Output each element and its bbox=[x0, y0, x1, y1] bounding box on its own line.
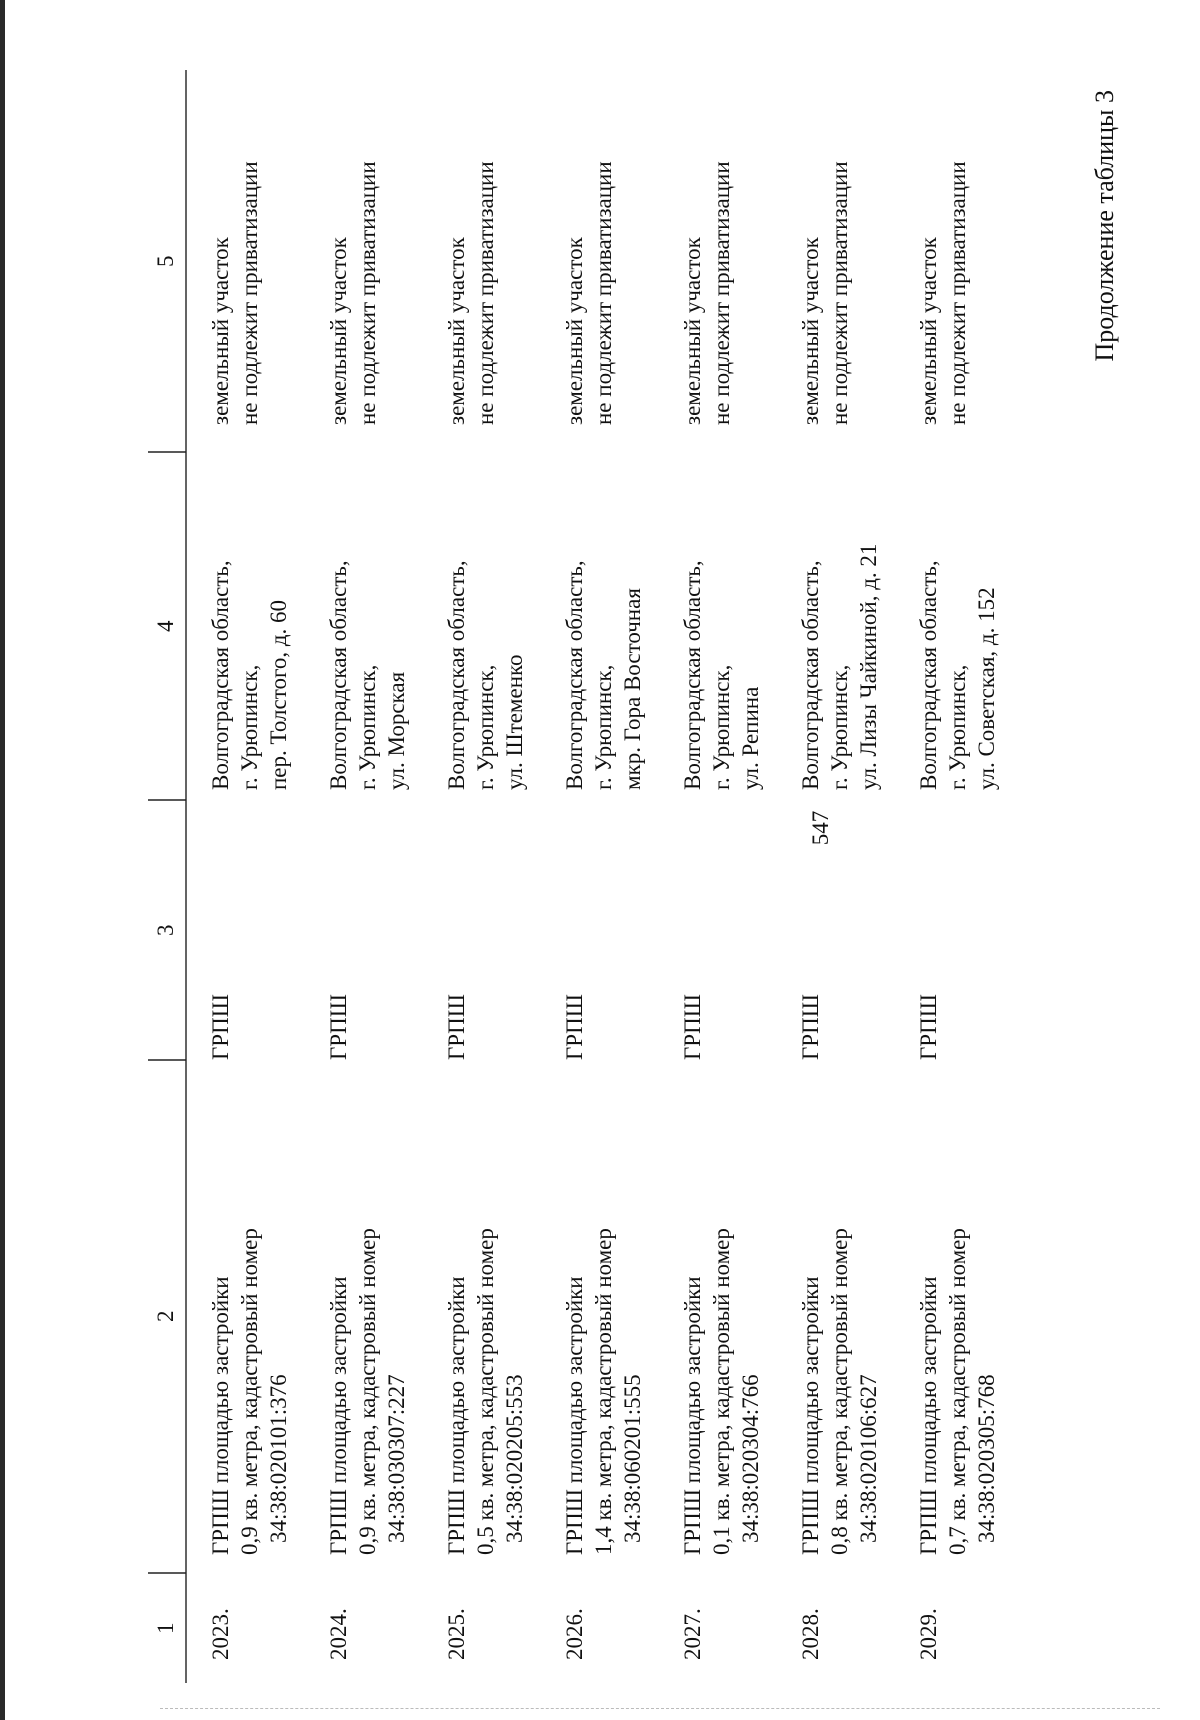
row-description: ГРПШ площадью застройки bbox=[680, 1276, 705, 1555]
row-number: 2025. bbox=[444, 1608, 469, 1660]
row-address: г. Урюпинск, bbox=[709, 664, 734, 790]
row-address: Волгоградская область, bbox=[798, 560, 823, 790]
row-type: ГРПШ bbox=[916, 994, 941, 1060]
row-description: 34:38:020101:376 bbox=[266, 1374, 291, 1543]
row-note: земельный участок bbox=[326, 237, 351, 425]
row-address: г. Урюпинск, bbox=[945, 664, 970, 790]
row-note: не подлежит приватизации bbox=[827, 161, 852, 425]
row-address: пер. Толстого, д. 60 bbox=[266, 599, 291, 790]
row-address: г. Урюпинск, bbox=[473, 664, 498, 790]
row-description: ГРПШ площадью застройки bbox=[326, 1276, 351, 1555]
row-description: 34:38:060201:555 bbox=[620, 1374, 645, 1543]
row-type: ГРПШ bbox=[444, 994, 469, 1060]
header-cell-4: 4 bbox=[153, 620, 178, 632]
header-cell-5: 5 bbox=[153, 255, 178, 267]
row-address: ул. Советская, д. 152 bbox=[974, 587, 999, 790]
row-description: 0,5 кв. метра, кадастровый номер bbox=[473, 1228, 498, 1555]
row-description: 1,4 кв. метра, кадастровый номер bbox=[591, 1228, 616, 1555]
row-description: ГРПШ площадью застройки bbox=[208, 1276, 233, 1555]
row-description: 0,9 кв. метра, кадастровый номер bbox=[237, 1228, 262, 1555]
row-address: г. Урюпинск, bbox=[355, 664, 380, 790]
row-address: ул. Штеменко bbox=[502, 654, 527, 790]
row-address: ул. Репина bbox=[738, 686, 763, 790]
row-address: ул. Морская bbox=[384, 671, 409, 790]
row-note: земельный участок bbox=[444, 237, 469, 425]
row-description: ГРПШ площадью застройки bbox=[798, 1276, 823, 1555]
row-description: ГРПШ площадью застройки bbox=[444, 1276, 469, 1555]
row-note: не подлежит приватизации bbox=[355, 161, 380, 425]
row-address: Волгоградская область, bbox=[208, 560, 233, 790]
row-note: не подлежит приватизации bbox=[473, 161, 498, 425]
row-number: 2029. bbox=[916, 1608, 941, 1660]
row-address: мкр. Гора Восточная bbox=[620, 588, 645, 790]
row-description: 0,1 кв. метра, кадастровый номер bbox=[709, 1228, 734, 1555]
row-description: 34:38:020304:766 bbox=[738, 1374, 763, 1543]
row-address: Волгоградская область, bbox=[916, 560, 941, 790]
row-address: Волгоградская область, bbox=[444, 560, 469, 790]
row-description: 0,9 кв. метра, кадастровый номер bbox=[355, 1228, 380, 1555]
header-cell-3: 3 bbox=[153, 924, 178, 936]
row-note: земельный участок bbox=[562, 237, 587, 425]
row-note: не подлежит приватизации bbox=[591, 161, 616, 425]
row-number: 2023. bbox=[208, 1608, 233, 1660]
row-address: Волгоградская область, bbox=[562, 560, 587, 790]
row-address: Волгоградская область, bbox=[326, 560, 351, 790]
row-type: ГРПШ bbox=[680, 994, 705, 1060]
row-address: г. Урюпинск, bbox=[827, 664, 852, 790]
header-cell-2: 2 bbox=[153, 1310, 178, 1322]
row-description: 34:38:020205:553 bbox=[502, 1374, 527, 1543]
row-note: земельный участок bbox=[680, 237, 705, 425]
row-description: ГРПШ площадью застройки bbox=[916, 1276, 941, 1555]
row-type: ГРПШ bbox=[208, 994, 233, 1060]
row-type: ГРПШ bbox=[326, 994, 351, 1060]
row-description: 34:38:020305:768 bbox=[974, 1374, 999, 1543]
row-note: земельный участок bbox=[916, 237, 941, 425]
row-note: земельный участок bbox=[208, 237, 233, 425]
page-number: 547 bbox=[808, 810, 833, 846]
row-number: 2027. bbox=[680, 1608, 705, 1660]
row-description: 34:38:020106:627 bbox=[856, 1374, 881, 1543]
row-note: земельный участок bbox=[798, 237, 823, 425]
row-address: г. Урюпинск, bbox=[237, 664, 262, 790]
row-type: ГРПШ bbox=[798, 994, 823, 1060]
header-cell-1: 1 bbox=[153, 1622, 178, 1634]
row-description: 34:38:030307:227 bbox=[384, 1374, 409, 1543]
row-address: г. Урюпинск, bbox=[591, 664, 616, 790]
row-address: ул. Лизы Чайкиной, д. 21 bbox=[856, 543, 881, 790]
row-number: 2028. bbox=[798, 1608, 823, 1660]
table-caption: Продолжение таблицы 3 bbox=[1090, 90, 1119, 362]
row-description: ГРПШ площадью застройки bbox=[562, 1276, 587, 1555]
row-type: ГРПШ bbox=[562, 994, 587, 1060]
row-note: не подлежит приватизации bbox=[237, 161, 262, 425]
row-description: 0,8 кв. метра, кадастровый номер bbox=[827, 1228, 852, 1555]
row-note: не подлежит приватизации bbox=[945, 161, 970, 425]
row-number: 2026. bbox=[562, 1608, 587, 1660]
row-note: не подлежит приватизации bbox=[709, 161, 734, 425]
row-description: 0,7 кв. метра, кадастровый номер bbox=[945, 1228, 970, 1555]
row-number: 2024. bbox=[326, 1608, 351, 1660]
row-address: Волгоградская область, bbox=[680, 560, 705, 790]
